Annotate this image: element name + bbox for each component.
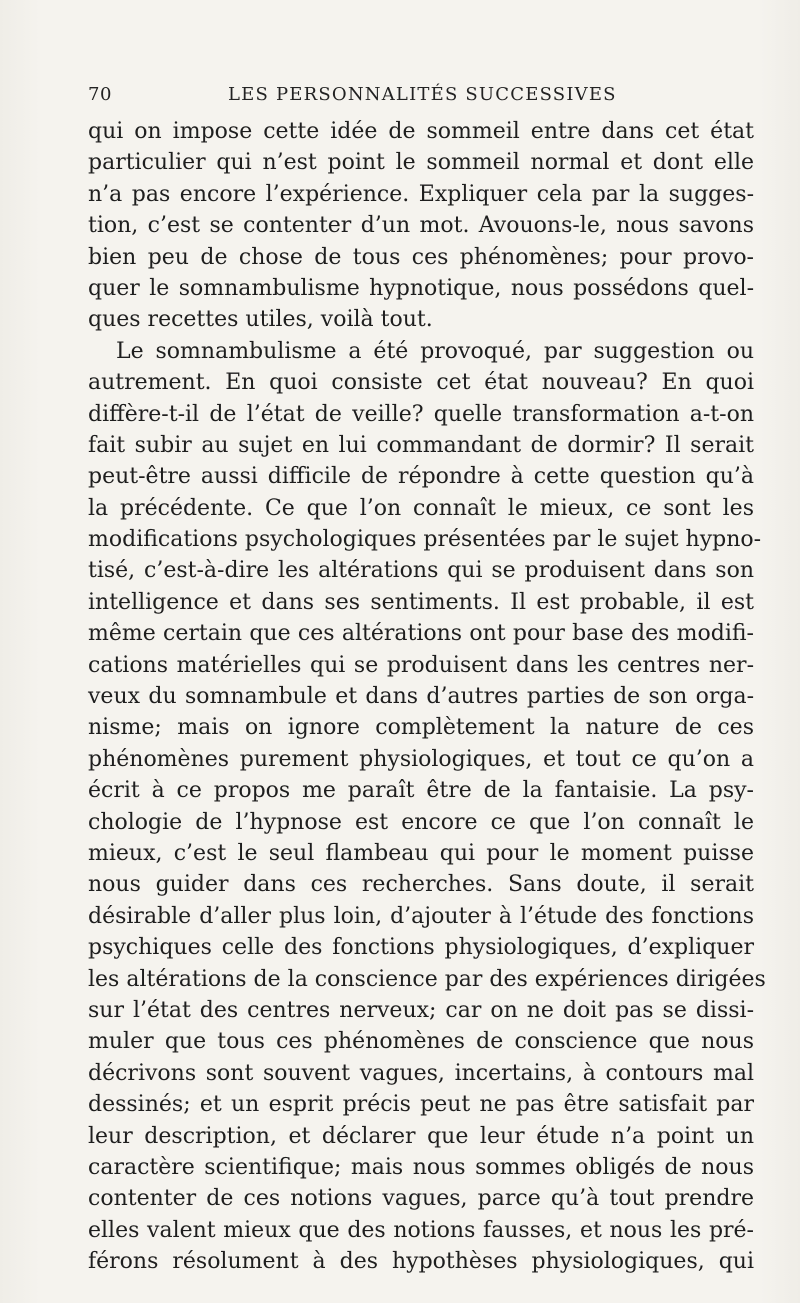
text-line: diffère-t-il de l’état de veille? quelle transformation a-t-on (88, 401, 754, 427)
text-line: bien peu de chose de tous ces phénomènes; pour provo- (88, 244, 754, 270)
text-line: veux du somnambule et dans d’autres parties de son orga- (88, 684, 754, 710)
text-line: qui on impose cette idée de sommeil entre dans cet état (88, 119, 754, 144)
text-line: décrivons sont souvent vagues, incertains, à contours mal (88, 1060, 754, 1086)
text-line: caractère scientifique; mais nous sommes obligés de nous (88, 1154, 754, 1180)
text-line: écrit à ce propos me paraît être de la fantaisie. La psy- (88, 778, 754, 804)
text-line: modifications psychologiques présentées par le sujet hypno- (88, 527, 762, 553)
text-line: tion, c’est se contenter d’un mot. Avouons-le, nous savons (88, 213, 754, 239)
text-line: sur l’état des centres nerveux; car on ne doit pas se dissi- (88, 997, 754, 1023)
text-line: quer le somnambulisme hypnotique, nous possédons quel- (88, 275, 754, 301)
text-line: n’a pas encore l’expérience. Expliquer cela par la sugges- (88, 181, 754, 207)
text-line: mieux, c’est le seul flambeau qui pour le moment puisse (88, 840, 754, 866)
text-line: particulier qui n’est point le sommeil normal et dont elle (88, 150, 754, 176)
text-line: désirable d’aller plus loin, d’ajouter à l’étude des fonctions (88, 903, 754, 929)
text-line: ques recettes utiles, voilà tout. (88, 307, 433, 333)
page-number: 70 (88, 84, 112, 105)
running-title: LES PERSONNALITÉS SUCCESSIVES (228, 84, 617, 105)
text-line: la précédente. Ce que l’on connaît le mieux, ce sont les (88, 495, 754, 521)
text-line: tisé, c’est-à-dire les altérations qui se produisent dans son (88, 558, 754, 584)
text-line: autrement. En quoi consiste cet état nouveau? En quoi (88, 370, 754, 396)
body-text (88, 116, 766, 1277)
text-line: contenter de ces notions vagues, parce qu’à tout prendre (88, 1186, 754, 1212)
text-line: peut-être aussi difficile de répondre à cette question qu’à (88, 464, 754, 490)
text-line: leur description, et déclarer que leur étude n’a point un (88, 1123, 754, 1149)
paragraph-start-line: Le somnambulisme a été provoqué, par suggestion ou (116, 338, 754, 364)
text-line: psychiques celle des fonctions physiologiques, d’expliquer (88, 935, 754, 961)
text-line: muler que tous ces phénomènes de conscience que nous (88, 1029, 754, 1055)
text-line: elles valent mieux que des notions fausses, et nous les pré- (88, 1217, 754, 1243)
text-line: cations matérielles qui se produisent dans les centres ner- (88, 652, 754, 678)
text-line: chologie de l’hypnose est encore ce que l’on connaît le (88, 809, 754, 835)
text-line: nisme; mais on ignore complètement la nature de ces (88, 715, 754, 741)
text-line: nous guider dans ces recherches. Sans doute, il serait (88, 872, 754, 898)
text-line: intelligence et dans ses sentiments. Il est probable, il est (88, 589, 754, 615)
text-line: dessinés; et un esprit précis peut ne pas être satisfait par (88, 1092, 754, 1118)
text-line: même certain que ces altérations ont pour base des modifi- (88, 621, 754, 647)
text-line: les altérations de la conscience par des expériences dirigées (88, 966, 766, 992)
text-line: fait subir au sujet en lui commandant de dormir? Il serait (88, 432, 754, 458)
text-line: férons résolument à des hypothèses physiologiques, qui (88, 1249, 754, 1275)
text-line: phénomènes purement physiologiques, et tout ce qu’on a (88, 746, 754, 772)
running-head (88, 84, 752, 112)
